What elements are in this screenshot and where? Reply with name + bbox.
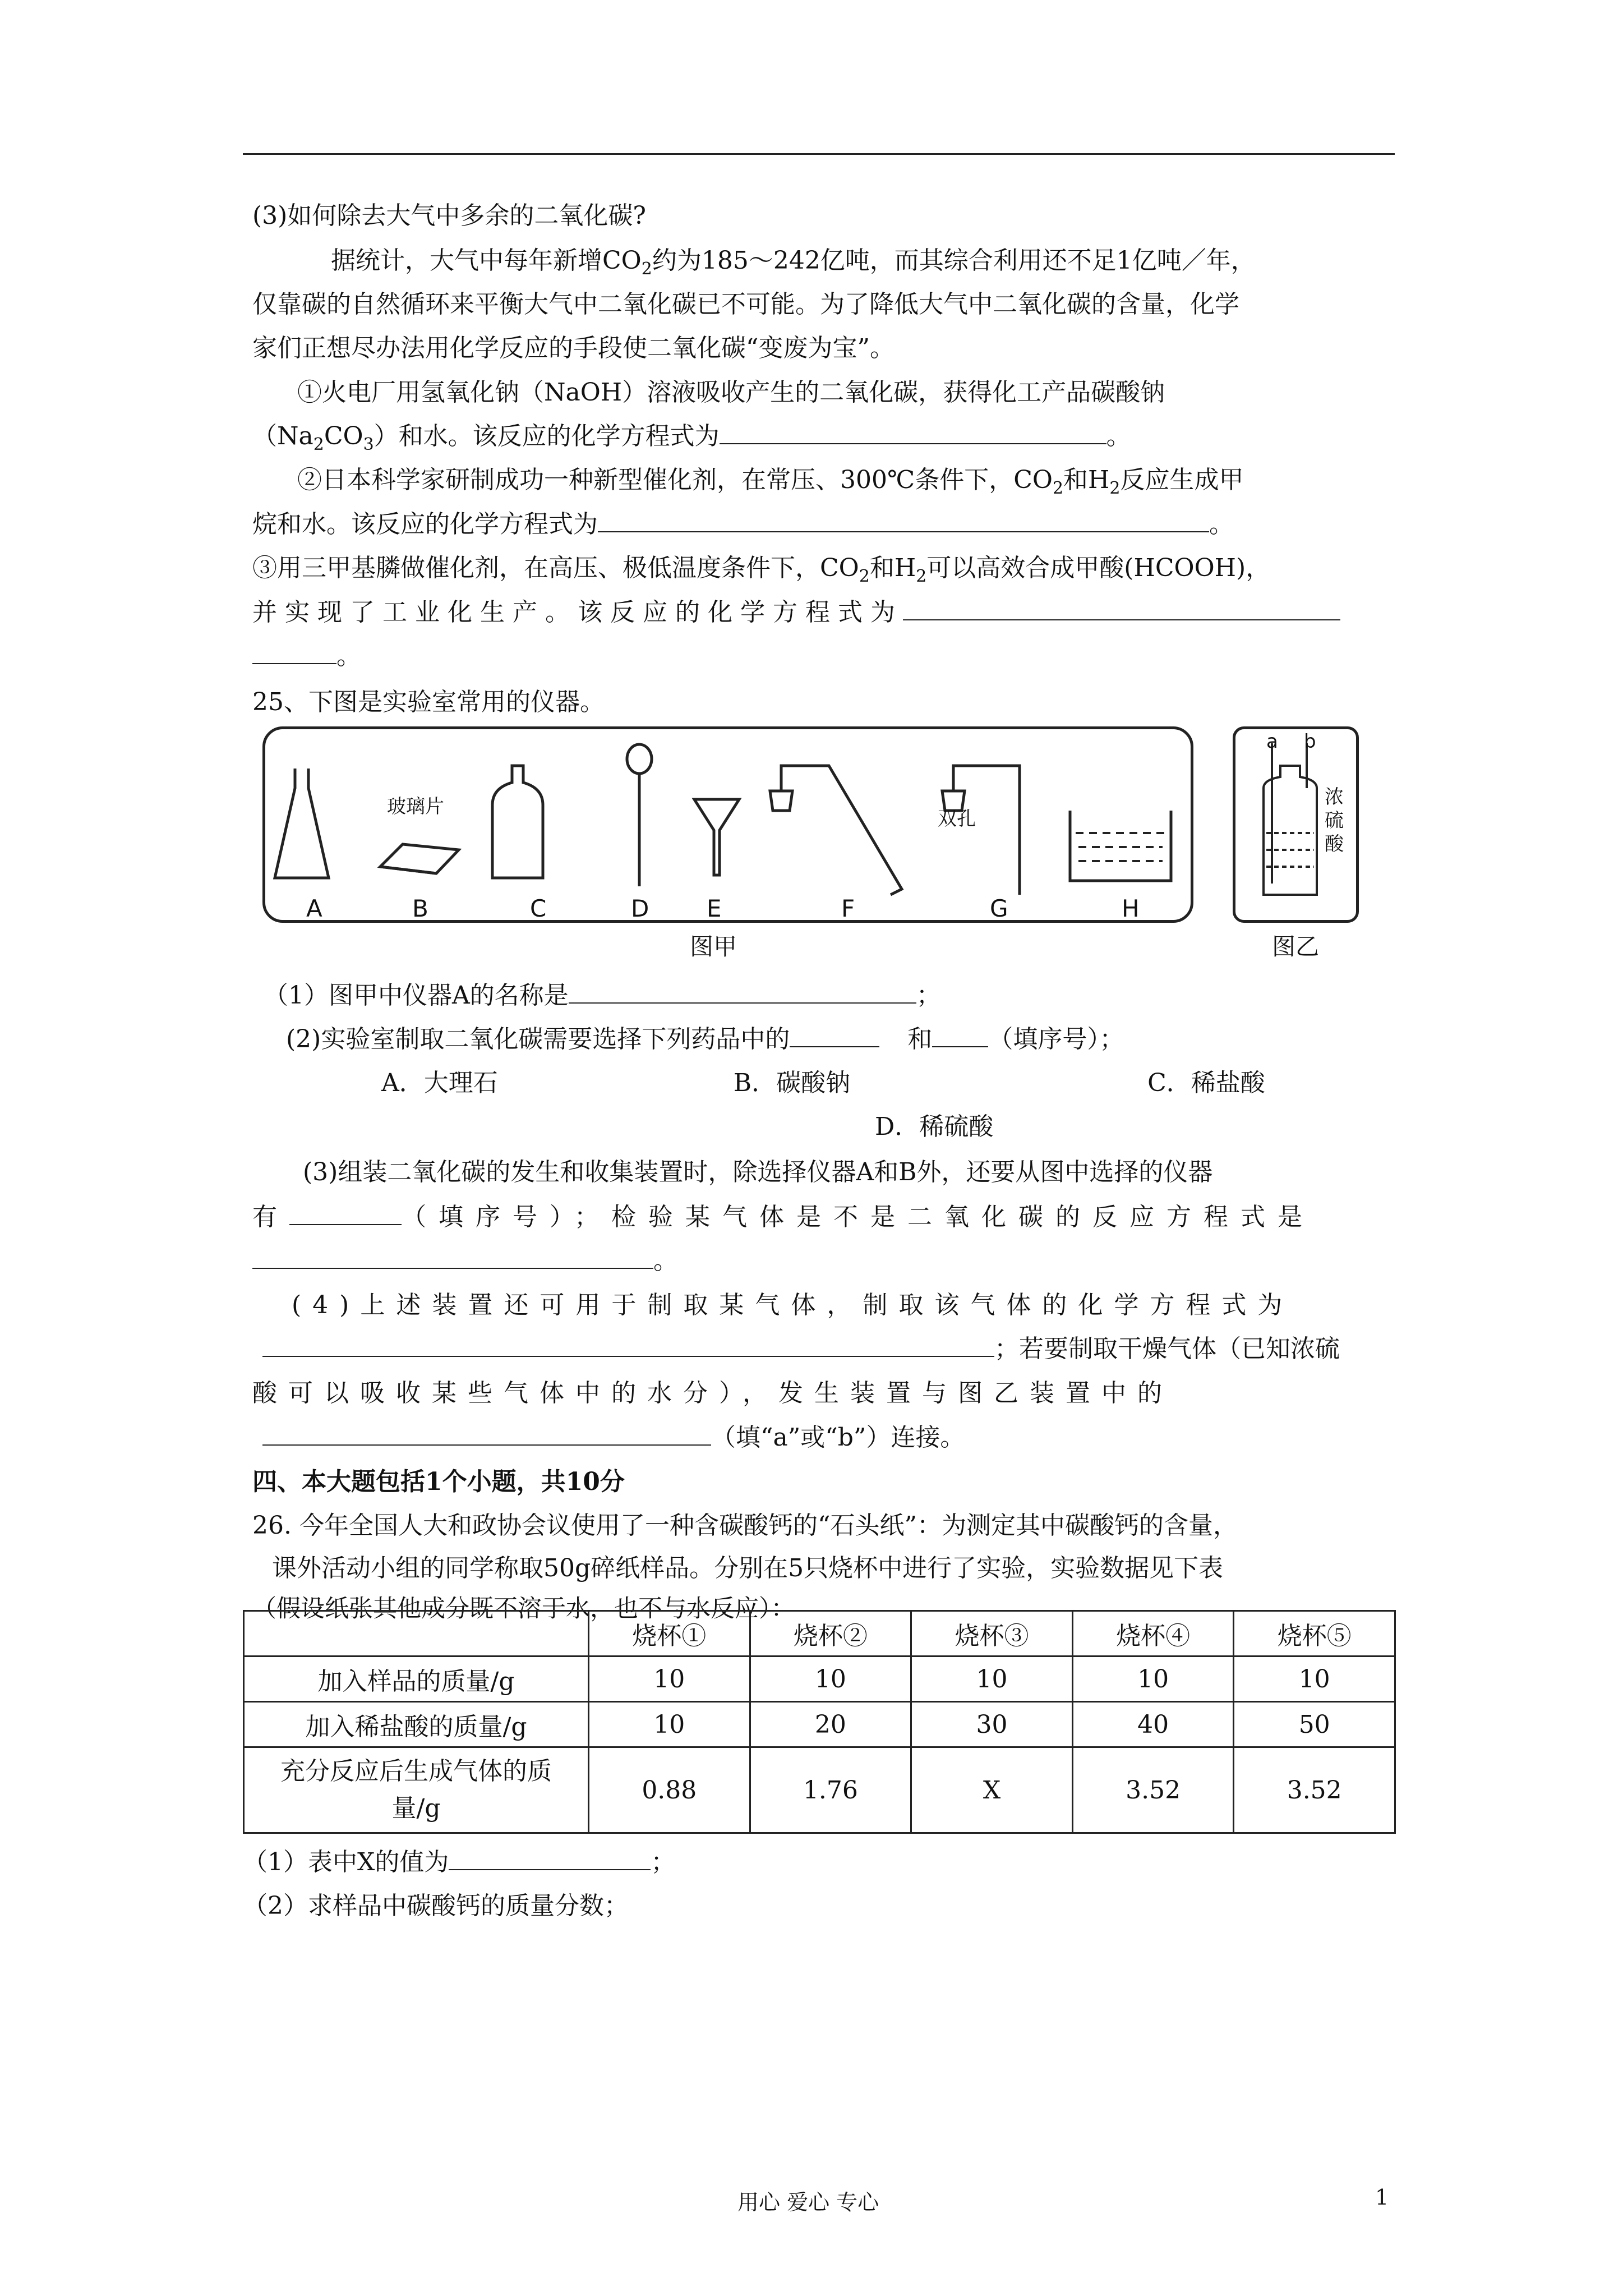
option-a[interactable]: A．大理石: [381, 1069, 498, 1097]
table-row: [244, 1657, 1395, 1702]
answer-blank[interactable]: [720, 421, 1106, 444]
item-3-line: ③用三甲基膦做催化剂，在高压、极低温度条件下，$CO_2$和$H_2$可以高效合成甲酸(HCOOH)，: [252, 554, 1271, 586]
item-2-line-2: 烷和水。该反应的化学方程式为 。: [252, 510, 1234, 539]
option-b[interactable]: B．碳酸钠: [733, 1069, 851, 1097]
section-heading: (3)如何除去大气中多余的二氧化碳?: [252, 201, 646, 230]
table-row-label: 加入稀盐酸的质量/g: [244, 1702, 589, 1747]
item-1-line-2: $(Na_2CO_3)$和水。该反应的化学方程式为 。: [252, 422, 1131, 454]
glass-plate-label: 玻璃片: [387, 795, 444, 818]
q25-4-line-2: ；若要制取干燥气体（已知浓硫: [252, 1332, 1403, 1366]
header-rule: [243, 153, 1395, 155]
table-header-row: [244, 1611, 1395, 1657]
answer-blank[interactable]: [262, 1333, 994, 1357]
answer-blank[interactable]: [932, 1024, 988, 1047]
answer-blank[interactable]: [903, 597, 1340, 620]
table-cell: 10: [589, 1702, 750, 1747]
q25-2: (2)实验室制取二氧化碳需要选择下列药品中的 和 （填序号）；: [286, 1025, 1124, 1053]
table-header-cell: 烧杯⑤: [1234, 1611, 1395, 1657]
table-cell: 10: [750, 1657, 911, 1702]
table-row: [244, 1747, 1395, 1833]
table-cell: 10: [911, 1657, 1073, 1702]
q25-4: (4)上述装置还可用于制取某气体，制取该气体的化学方程式为: [292, 1291, 1294, 1319]
q25-3: (3)组装二氧化碳的发生和收集装置时，除选择仪器A和B外，还要从图中选择的仪器: [303, 1158, 1213, 1186]
item-3-line-2: 并实现了工业化生产。该反应的化学方程式为: [252, 596, 1393, 629]
q26-line-3: （假设纸张其他成分既不溶于水，也不与水反应）：: [252, 1595, 795, 1623]
lab-apparatus-illustration: [262, 726, 1193, 928]
q25-3-line-2: 有 （填序号）；检验某气体是不是二氧化碳的反应方程式是: [252, 1203, 1315, 1231]
table-cell: 30: [911, 1702, 1073, 1747]
table-header-cell: 烧杯③: [911, 1611, 1073, 1657]
label-h: H: [1122, 895, 1140, 922]
answer-blank[interactable]: [790, 1024, 879, 1047]
answer-blank[interactable]: [289, 1202, 402, 1225]
q25-4-line-3: 酸可以吸收某些气体中的水分），发生装置与图乙装置中的: [252, 1379, 1173, 1407]
figure-jia-caption: 图甲: [690, 933, 737, 960]
q25-4-line-4: （填“a”或“b”）连接。: [252, 1421, 1403, 1455]
q25-3-line-3: 。: [252, 1244, 1393, 1278]
page-number: 1: [1375, 2185, 1389, 2210]
table-cell: X: [911, 1747, 1073, 1833]
acid-label: 浓硫酸: [1325, 786, 1344, 855]
paragraph-line: 仅靠碳的自然循环来平衡大气中二氧化碳已不可能。为了降低大气中二氧化碳的含量，化学: [252, 290, 1239, 319]
double-hole-label: 双孔: [938, 808, 976, 830]
answer-blank[interactable]: [449, 1847, 651, 1870]
label-e: E: [707, 895, 722, 922]
option-c[interactable]: C．稀盐酸: [1147, 1069, 1265, 1097]
table-header-cell: 烧杯②: [750, 1611, 911, 1657]
table-header-cell: 烧杯①: [589, 1611, 750, 1657]
table-cell: 0.88: [589, 1747, 750, 1833]
answer-blank[interactable]: [569, 980, 916, 1004]
item-3-line-3: 。: [252, 639, 1393, 673]
figure-yi-caption: 图乙: [1272, 933, 1320, 960]
port-a-label: a: [1266, 730, 1278, 753]
table-cell: 10: [1234, 1657, 1395, 1702]
table-cell: 10: [589, 1657, 750, 1702]
port-b-label: b: [1304, 730, 1316, 753]
paragraph-line: 家们正想尽办法用化学反应的手段使二氧化碳“变废为宝”。: [252, 334, 895, 362]
q26-line-1: 26. 今年全国人大和政协会议使用了一种含碳酸钙的“石头纸”：为测定其中碳酸钙的含量，: [252, 1511, 1238, 1540]
label-d: D: [631, 895, 649, 922]
experiment-data-table: [243, 1610, 1396, 1834]
table-cell: 40: [1072, 1702, 1234, 1747]
label-b: B: [412, 895, 428, 922]
section-4-heading: 四、本大题包括1个小题，共10分: [252, 1467, 625, 1496]
paragraph-line: 据统计，大气中每年新增$CO_2$约为185～242亿吨，而其综合利用还不足1亿吨／年，: [331, 246, 1256, 279]
table-row-label: 加入样品的质量/g: [244, 1657, 589, 1702]
table-header-cell: 烧杯④: [1072, 1611, 1234, 1657]
q25-1: （1）图甲中仪器A的名称是 ；: [264, 981, 941, 1010]
table-cell: 3.52: [1072, 1747, 1234, 1833]
table-cell: 10: [1072, 1657, 1234, 1702]
table-cell: 20: [750, 1702, 911, 1747]
option-d[interactable]: D．稀硫酸: [875, 1112, 994, 1141]
table-cell: 50: [1234, 1702, 1395, 1747]
q26-1: （1）表中X的值为 ；: [243, 1848, 676, 1876]
answer-blank[interactable]: [262, 1422, 711, 1446]
table-row-label: 充分反应后生成气体的质 量/g: [244, 1747, 589, 1833]
label-a: A: [306, 895, 322, 922]
q26-2: （2）求样品中碳酸钙的质量分数；: [243, 1892, 629, 1920]
q25-2-option-d: [252, 1110, 1623, 1144]
answer-blank[interactable]: [252, 1245, 653, 1269]
label-f: F: [841, 895, 855, 922]
table-row: [244, 1702, 1395, 1747]
table-header-cell: [244, 1611, 589, 1657]
footer-motto: 用心 爱心 专心: [737, 2190, 879, 2215]
label-c: C: [530, 895, 547, 922]
item-1-line: ①火电厂用氢氧化钠（NaOH）溶液吸收产生的二氧化碳，获得化工产品碳酸钠: [297, 378, 1165, 407]
q26-line-2: 课外活动小组的同学称取50g碎纸样品。分别在5只烧杯中进行了实验，实验数据见下表: [272, 1554, 1224, 1582]
q25-2-options: [252, 1066, 1522, 1100]
answer-blank[interactable]: [598, 509, 1209, 532]
table-cell: 1.76: [750, 1747, 911, 1833]
item-2-line: ②日本科学家研制成功一种新型催化剂，在常压、300℃条件下，$CO_2$和$H_2$反应生成甲: [297, 466, 1244, 498]
label-g: G: [990, 895, 1008, 922]
q25-title: 25、下图是实验室常用的仪器。: [252, 688, 605, 716]
answer-blank[interactable]: [252, 641, 336, 664]
table-cell: 3.52: [1234, 1747, 1395, 1833]
